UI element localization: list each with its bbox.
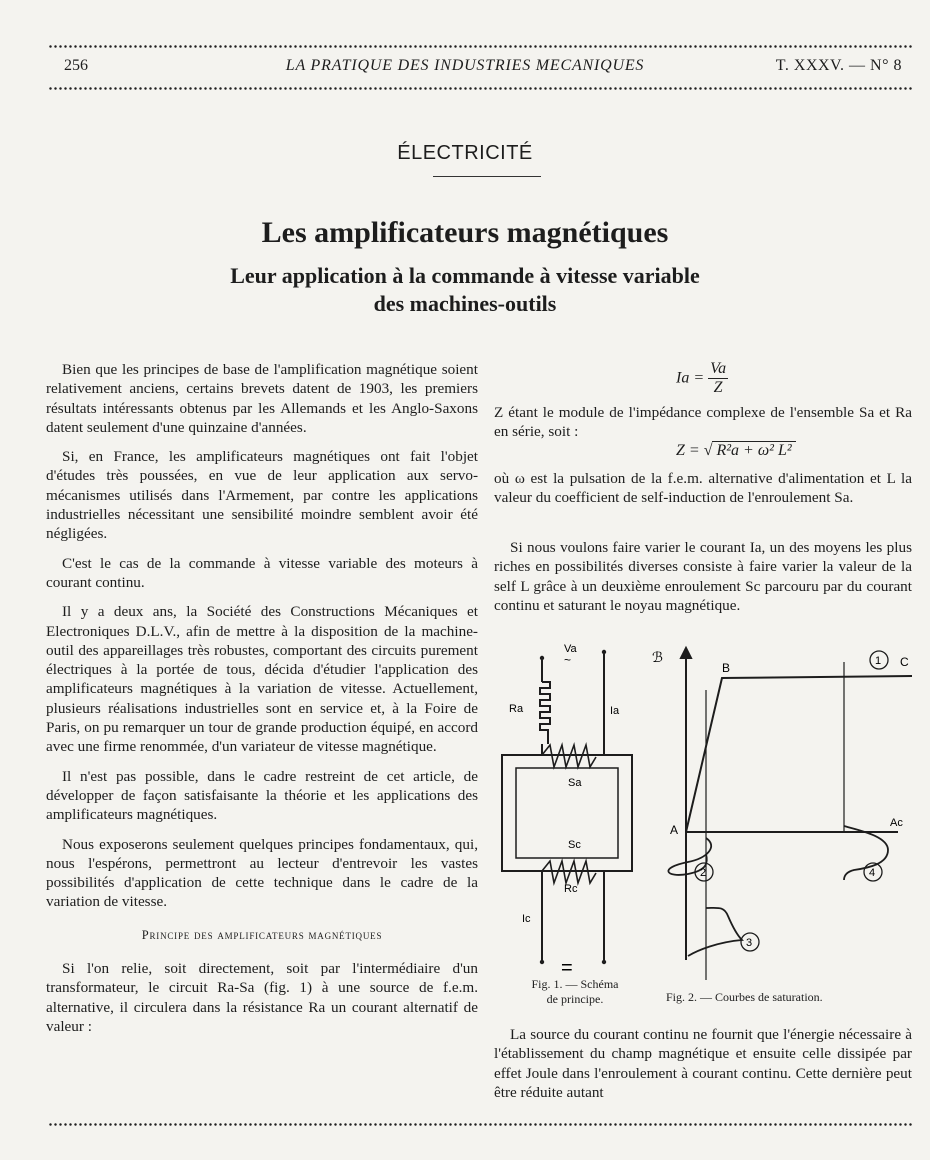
- volume-issue: T. XXXV. — N° 8: [775, 57, 902, 74]
- label-ac-symbol: ~: [564, 653, 572, 667]
- label-induction-axis: ℬ: [652, 649, 664, 665]
- formula-current: [676, 360, 728, 397]
- label-curve-3: 3: [746, 937, 753, 949]
- formula-impedance-lhs: Z = √: [676, 442, 713, 459]
- right-para-1: Z étant le module de l'impédance complexe de l'ensemble Sa et Ra en série, soit :: [494, 404, 912, 441]
- formula-current-fraction: [708, 360, 728, 397]
- figure-2-saturation-curves: [648, 640, 912, 986]
- label-point-c: C: [900, 655, 909, 669]
- label-ia: Ia: [610, 705, 620, 717]
- figure-1-caption-line-2: de principe.: [546, 992, 604, 1006]
- footer-rule: [48, 1122, 912, 1127]
- paragraph-2: Si, en France, les amplificateurs magnétiques ont fait l'objet d'études très poussées, en vue de leur application aux servo-mécanismes utilisés dans l'Armement, par contre les applications industrielles nécessitant une sensibilité moindre semblent avoir été négligées.: [46, 448, 478, 543]
- label-point-b: B: [722, 661, 731, 675]
- right-para-3: Si nous voulons faire varier le courant Ia, un des moyens les plus riches en possibilités diverses consiste à faire varier la valeur de la self L grâce à un deuxième enroulement Sc parcouru par du courant continu et saturant le noyau magnétique.: [494, 539, 912, 614]
- section-underline: [433, 176, 541, 177]
- formula-impedance: [676, 442, 796, 460]
- label-va: Va: [564, 643, 577, 655]
- figure-1-schematic: [494, 640, 644, 980]
- paragraph-4: Il y a deux ans, la Société des Constructions Mécaniques et Electroniques D.L.V., afin de mettre à la disposition de la machine-outil des appareillages très robustes, comportant des circuits purement électriques à la portée de tous, décida d'étudier l'application des amplificateurs magnétiques à la variation de vitesse. Actuellement, plusieurs réalisations industrielles sont en service et, à la Foire de Paris, on pu remarquer un tour de grande production équipé, en accord avec une firme renommée, d'un variateur de vitesse magnétique.: [46, 603, 478, 756]
- right-para-4: La source du courant continu ne fournit que l'énergie nécessaire à l'établissement du champ magnétique et ensuite celle dissipée par effet Joule dans l'enroulement à courant continu. Cette dernière peut être réduite autant: [494, 1026, 912, 1101]
- curve-3-current: [688, 908, 742, 956]
- formula-current-lhs: Ia =: [676, 369, 705, 387]
- header-top-rule: [48, 44, 912, 49]
- magnetic-core-outer: [502, 755, 632, 871]
- figure-2-caption: Fig. 2. — Courbes de saturation.: [666, 990, 823, 1004]
- subsection-heading: Principe des amplificateurs magnétiques: [141, 927, 383, 942]
- section-title: ÉLECTRICITÉ: [397, 142, 533, 164]
- paragraph-3: C'est le cas de la commande à vitesse variable des moteurs à courant continu.: [46, 554, 478, 591]
- resistor-ra: [540, 682, 550, 744]
- label-ic: Ic: [522, 913, 531, 925]
- article-subtitle: [0, 262, 930, 318]
- label-ra: Ra: [509, 703, 524, 715]
- label-curve-1: 1: [875, 655, 882, 667]
- label-point-a: A: [670, 823, 679, 837]
- label-rc: Rc: [564, 883, 578, 895]
- figure-1-caption: [500, 977, 650, 1007]
- label-ac-axis: Ac: [890, 817, 903, 829]
- header-bottom-rule: [48, 86, 912, 91]
- formula-current-numerator: Va: [710, 360, 727, 377]
- paragraph-5: Il n'est pas possible, dans le cadre restreint de cet article, de développer de façon satisfaisante la théorie et les applications des amplificateurs magnétiques.: [46, 767, 478, 824]
- formula-current-denominator: Z: [713, 379, 723, 396]
- left-column: [46, 360, 478, 1046]
- subtitle-line-1: Leur application à la commande à vitesse variable: [230, 263, 700, 288]
- journal-title: LA PRATIQUE DES INDUSTRIES MECANIQUES: [285, 57, 645, 74]
- page-number: 256: [64, 57, 88, 74]
- paragraph-7: Si l'on relie, soit directement, soit par l'intermédiaire d'un transformateur, le circuit Ra-Sa (fig. 1) à une source de f.e.m. alternative, il circulera dans la résistance Ra un courant alternatif de valeur :: [46, 960, 478, 1035]
- magnetic-core-inner: [516, 768, 618, 858]
- subtitle-line-2: des machines-outils: [373, 291, 557, 316]
- label-curve-2: 2: [700, 867, 707, 879]
- label-sc: Sc: [568, 839, 581, 851]
- formula-impedance-radicand: R²a + ω² L²: [712, 441, 795, 459]
- paragraph-1: Bien que les principes de base de l'amplification magnétique soient relativement anciens, certains brevets datent de 1903, les premiers résultats intéressants obtenus par les Allemands et les Anglo-Saxons datent seulement d'une quinzaine d'années.: [46, 361, 478, 436]
- label-dc-symbol: =: [561, 957, 573, 979]
- label-curve-4: 4: [869, 867, 876, 879]
- curve-1-saturation: [686, 676, 912, 832]
- right-para-2: où ω est la pulsation de la f.e.m. alternative d'alimentation et L la valeur du coefficient de self-induction de l'enroulement Sa.: [494, 470, 912, 507]
- label-sa: Sa: [568, 777, 582, 789]
- paragraph-6: Nous exposerons seulement quelques principes fondamentaux, qui, nous l'espérons, permettront au lecteur d'entrevoir les vastes possibilités d'application de cette technique dans le cadre de la variation de vitesse.: [46, 835, 478, 911]
- article-title: Les amplificateurs magnétiques: [261, 216, 669, 249]
- figure-1-caption-line-1: Fig. 1. — Schéma: [531, 977, 619, 991]
